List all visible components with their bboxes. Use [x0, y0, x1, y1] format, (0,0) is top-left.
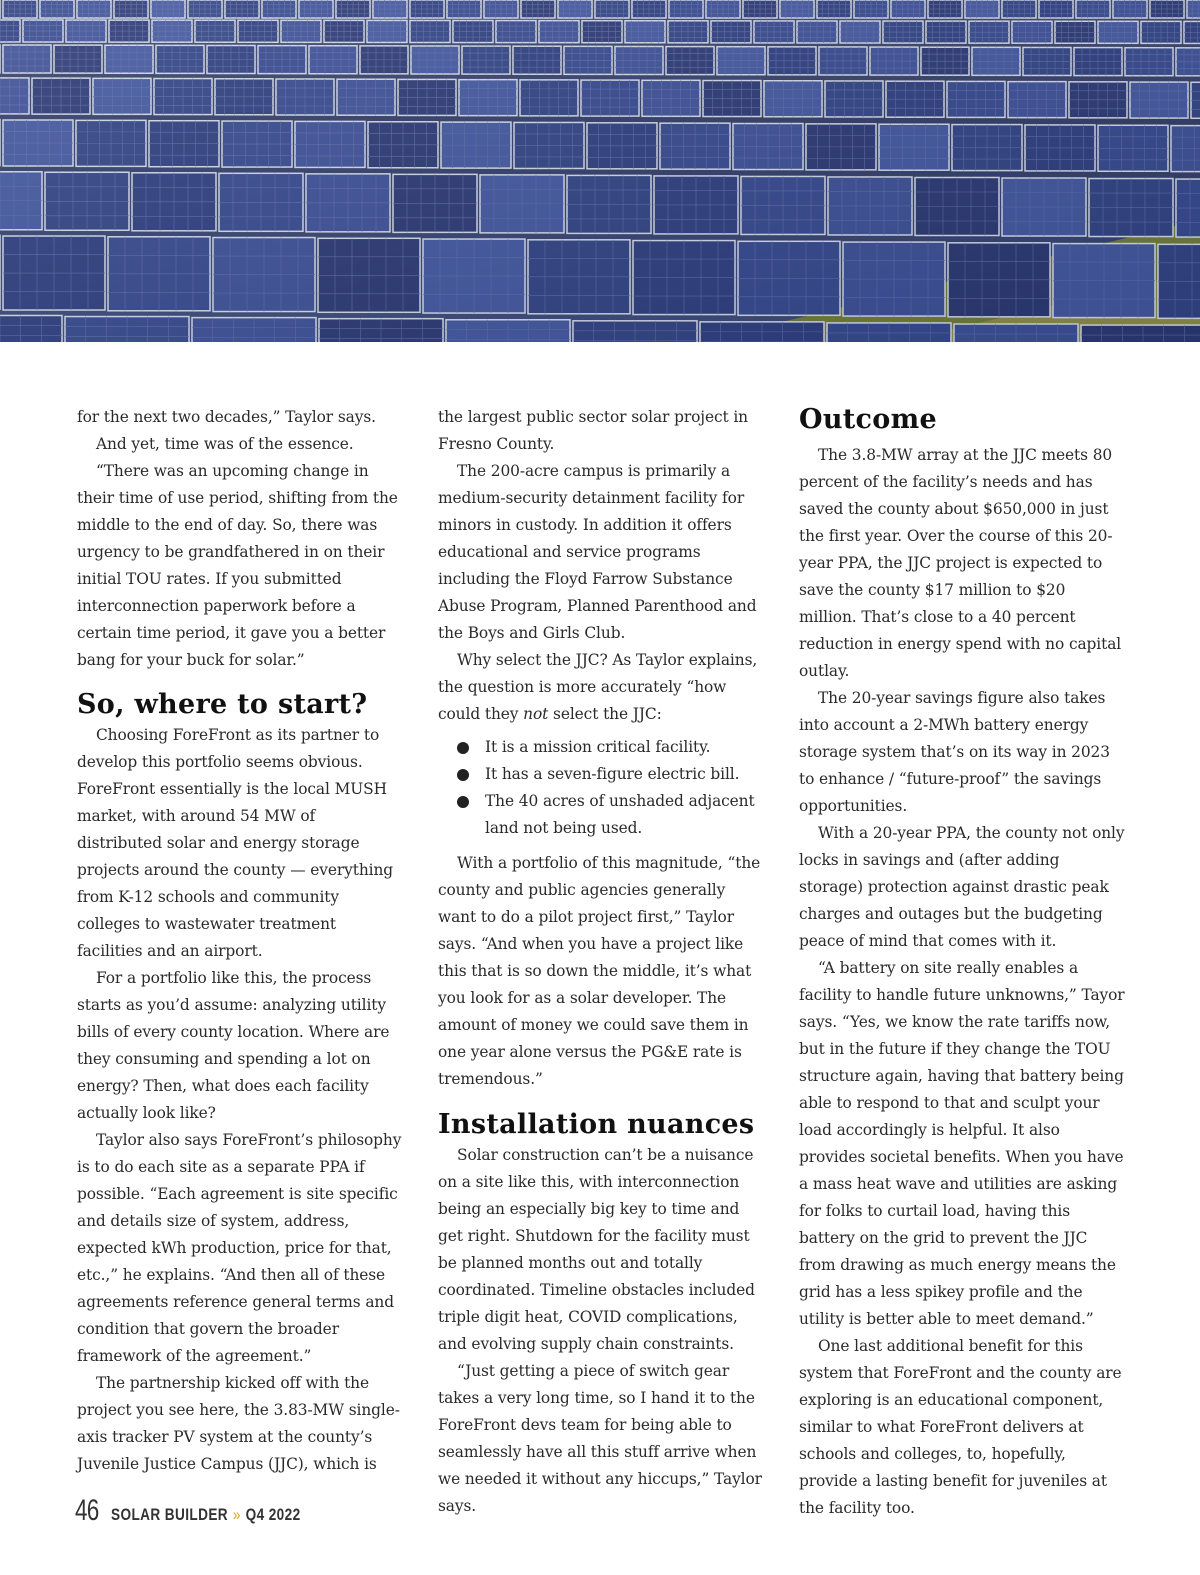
paragraph: Choosing ForeFront as its partner to develop this portfolio seems obvious. ForeFront essentially is the local MUSH market, with around 54 MW of distributed solar and energy storage projects around the county — everything from K-12 schools and community colleges to wastewater treatment facilities and an airport.	[77, 726, 394, 960]
paragraph: The partnership kicked off with the project you see here, the 3.83-MW single-axis tracker PV system at the county’s Juvenile Justice Campus (JJC), which is	[77, 1374, 400, 1473]
bullet-dot-icon	[457, 796, 469, 808]
list-item-text: The 40 acres of unshaded adjacent land not being used.	[485, 792, 755, 837]
paragraph: the largest public sector solar project in Fresno County.	[438, 408, 748, 453]
section-heading-outcome: Outcome	[799, 404, 937, 435]
section-heading-where-to-start: So, where to start?	[77, 689, 368, 720]
issue-label: Q4 2022	[245, 1505, 301, 1524]
list-item-text: It has a seven-figure electric bill.	[485, 765, 740, 783]
paragraph: The 20-year savings figure also takes into account a 2-MWh battery energy storage system that’s on its way in 2023 to enhance / “future-proof” the savings opportunities.	[799, 689, 1110, 815]
page-footer	[75, 1494, 348, 1528]
bullet-list	[438, 734, 764, 842]
paragraph: for the next two decades,” Taylor says.	[77, 408, 376, 426]
paragraph: Taylor also says ForeFront’s philosophy is to do each site as a separate PPA if possible. “Each agreement is site specific and details size of system, address, expected kWh production, price for that, etc.,” he explains. “And then all of these agreements reference general terms and condition that govern the broader framework of the agreement.”	[77, 1131, 402, 1365]
solar-panels-illustration	[0, 0, 1200, 342]
text-run: Why select the JJC? As Taylor explains, the question is more accurately “how could they	[438, 651, 758, 723]
magazine-name: SOLAR BUILDER	[111, 1505, 229, 1524]
solar-field-photo	[0, 0, 1200, 342]
paragraph: For a portfolio like this, the process starts as you’d assume: analyzing utility bills of every county location. Where are they consuming and spending a lot on energy? Then, what does each facility actually look like?	[77, 969, 390, 1122]
bullet-dot-icon	[457, 742, 469, 754]
bullet-dot-icon	[457, 769, 469, 781]
section-heading-installation-nuances: Installation nuances	[438, 1109, 755, 1140]
article-column-3	[799, 406, 1125, 1522]
paragraph: “Just getting a piece of switch gear takes a very long time, so I hand it to the ForeFront devs team for being able to seamlessly have all this stuff arrive when we needed it without any hiccups,” Taylor says.	[438, 1362, 762, 1515]
paragraph: With a 20-year PPA, the county not only locks in savings and (after adding storage) protection against drastic peak charges and outages but the budgeting peace of mind that comes with it.	[799, 824, 1125, 950]
page-number: 46	[75, 1494, 99, 1527]
paragraph: One last additional benefit for this system that ForeFront and the county are exploring is an educational component, similar to what ForeFront delivers at schools and colleges, to, hopefully, provide a lasting benefit for juveniles at the facility too.	[799, 1337, 1122, 1517]
paragraph: And yet, time was of the essence.	[96, 435, 354, 453]
paragraph: With a portfolio of this magnitude, “the county and public agencies generally want to do a pilot project first,” Taylor says. “And when you have a project like this that is so down the middle, it’s what you look for as a solar developer. The amount of money we could save them in one year alone versus the PG&E rate is tremendous.”	[438, 854, 761, 1088]
folio-separator: »	[232, 1505, 241, 1524]
paragraph: Solar construction can’t be a nuisance on a site like this, with interconnection being an especially big key to time and get right. Shutdown for the facility must be planned months out and totally coordinated. Timeline obstacles included triple digit heat, COVID complications, and evolving supply chain constraints.	[438, 1146, 755, 1353]
list-item	[438, 761, 764, 788]
paragraph: The 200-acre campus is primarily a medium-security detainment facility for minors in custody. In addition it offers educational and service programs including the Floyd Farrow Substance Abuse Program, Planned Parenthood and the Boys and Girls Club.	[438, 462, 757, 642]
list-item	[438, 734, 764, 761]
paragraph: “A battery on site really enables a facility to handle future unknowns,” Tayor says. “Yes, we know the rate tariffs now, but in the future if they change the TOU structure again, having that battery being able to respond to that and sculpt your load accordingly is helpful. It also provides societal benefits. When you have a mass heat wave and utilities are asking for folks to curtail load, having this battery on the grid to prevent the JJC from drawing as much energy means the grid has a less spikey profile and the utility is better able to meet demand.”	[799, 959, 1125, 1328]
list-item-text: It is a mission critical facility.	[485, 738, 711, 756]
list-item	[438, 788, 764, 842]
emphasis-not: not	[523, 705, 549, 723]
folio	[111, 1505, 301, 1525]
paragraph: The 3.8-MW array at the JJC meets 80 percent of the facility’s needs and has saved the county about $650,000 in just the first year. Over the course of this 20-year PPA, the JJC project is expected to save the county $17 million to $20 million. That’s close to a 40 percent reduction in energy spend with no capital outlay.	[799, 446, 1122, 680]
text-run: select the JJC:	[548, 705, 662, 723]
paragraph	[438, 647, 764, 728]
paragraph: “There was an upcoming change in their time of use period, shifting from the middle to the end of day. So, there was urgency to be grandfathered in on their initial TOU rates. If you submitted interconnection paperwork before a certain time period, it gave you a better bang for your buck for solar.”	[77, 462, 398, 669]
article-column-1	[77, 404, 403, 1478]
article-column-2	[438, 404, 764, 1520]
